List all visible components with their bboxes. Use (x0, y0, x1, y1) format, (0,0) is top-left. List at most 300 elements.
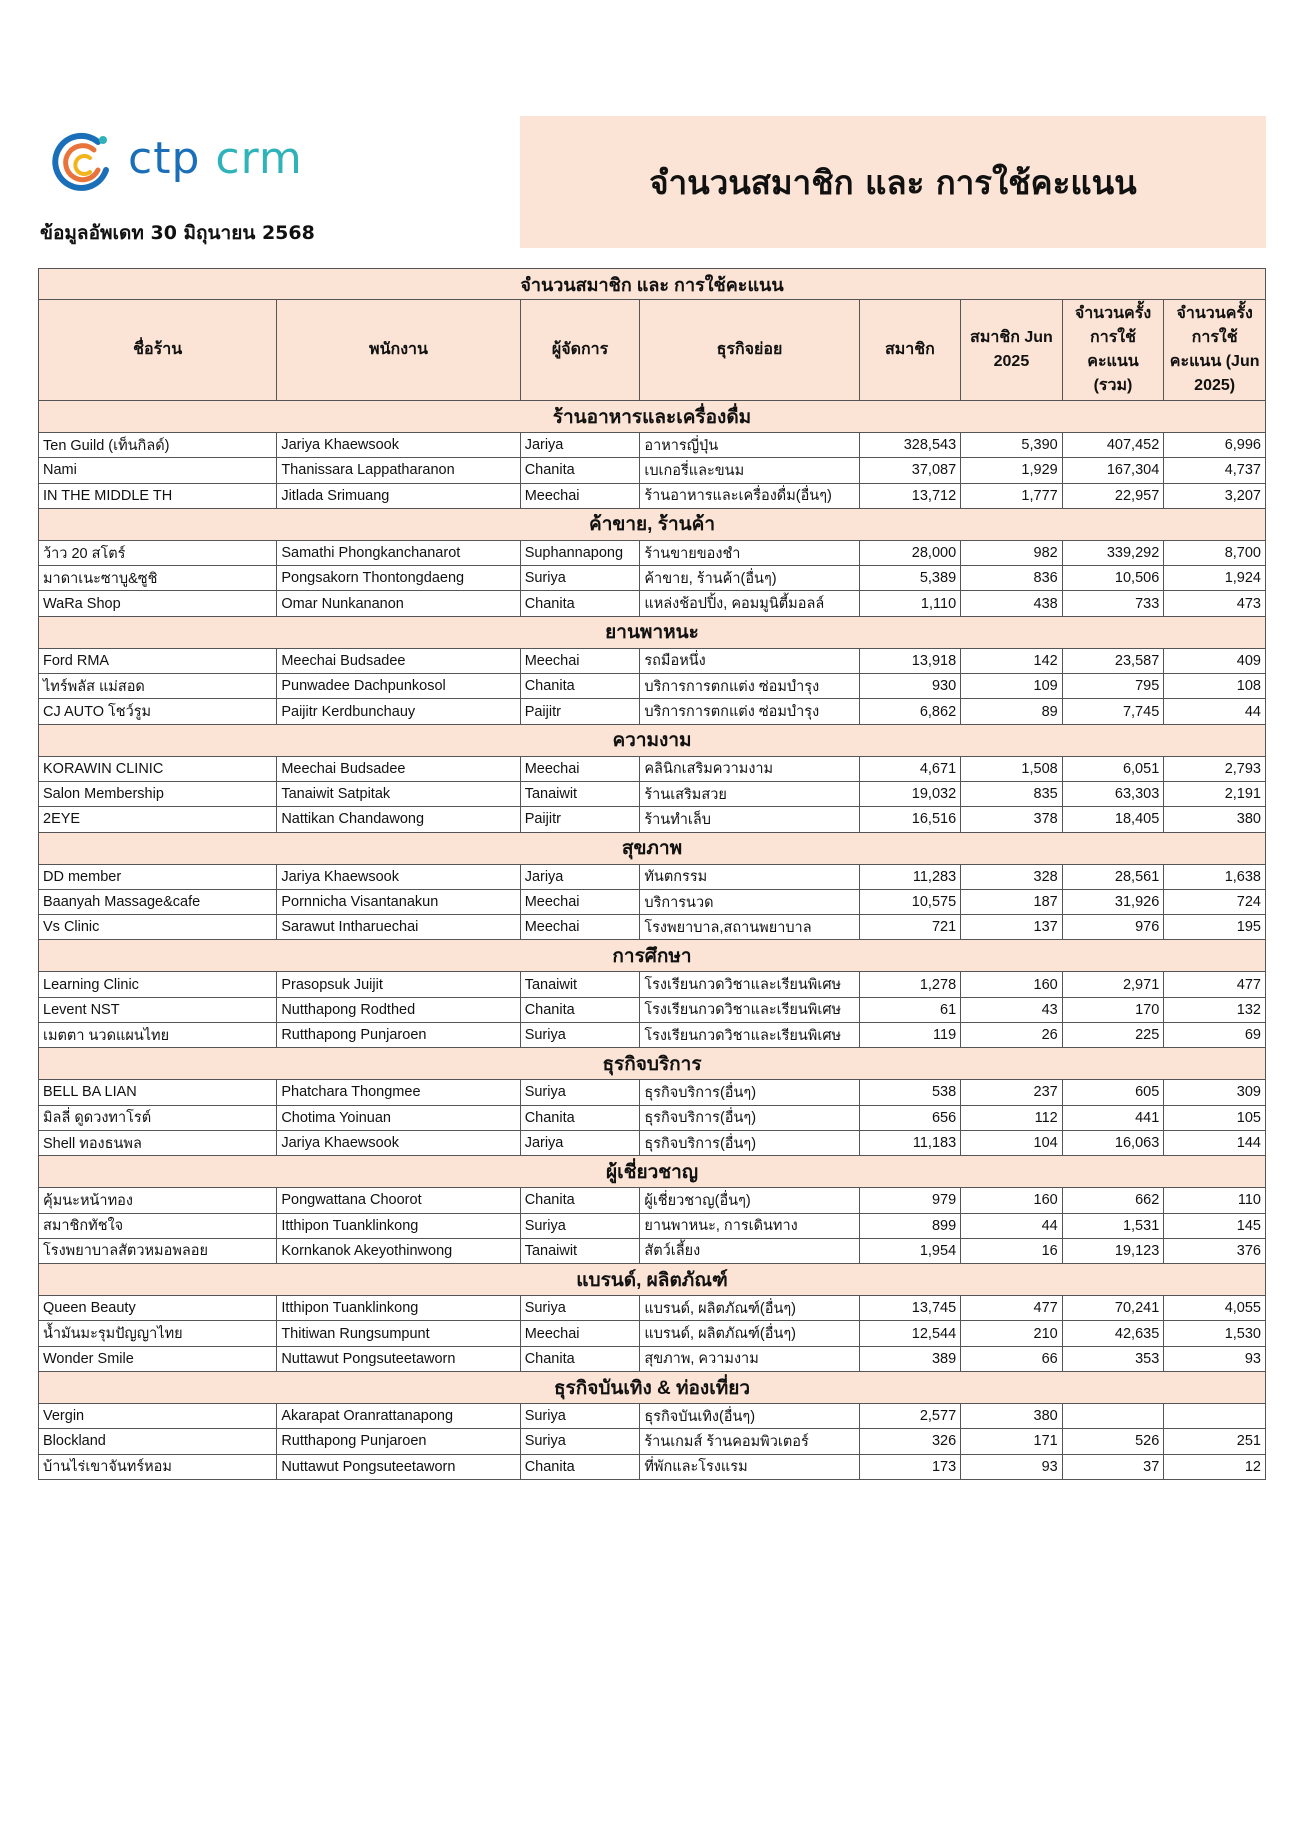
table-row (39, 699, 1266, 724)
cell-redemptions-jun: 145 (1164, 1213, 1266, 1238)
cell-redemptions-total: 7,745 (1062, 699, 1164, 724)
table-row (39, 1429, 1266, 1454)
cell-staff: Thitiwan Rungsumpunt (277, 1321, 520, 1346)
cell-manager: Chanita (520, 1454, 640, 1479)
ctp-logo-icon (50, 128, 120, 198)
cell-redemptions-jun: 108 (1164, 674, 1266, 699)
table-row (39, 1023, 1266, 1048)
cell-members: 656 (859, 1105, 961, 1130)
category-row (39, 832, 1266, 864)
table-row (39, 915, 1266, 940)
cell-redemptions-jun: 12 (1164, 1454, 1266, 1479)
cell-members-jun: 160 (961, 972, 1063, 997)
cell-redemptions-jun: 380 (1164, 807, 1266, 832)
cell-manager: Chanita (520, 458, 640, 483)
cell-redemptions-jun: 1,924 (1164, 566, 1266, 591)
cell-redemptions-total: 441 (1062, 1105, 1164, 1130)
cell-staff: Rutthapong Punjaroen (277, 1429, 520, 1454)
cell-staff: Rutthapong Punjaroen (277, 1023, 520, 1048)
cell-redemptions-jun (1164, 1404, 1266, 1429)
cell-sub-business: ธุรกิจบริการ(อื่นๆ) (640, 1130, 859, 1155)
cell-members: 5,389 (859, 566, 961, 591)
cell-sub-business: ผู้เชี่ยวชาญ(อื่นๆ) (640, 1188, 859, 1213)
cell-sub-business: บริการนวด (640, 889, 859, 914)
cell-members-jun: 380 (961, 1404, 1063, 1429)
table-row (39, 1321, 1266, 1346)
cell-members-jun: 328 (961, 864, 1063, 889)
table-header-row (39, 300, 1266, 401)
cell-manager: Jariya (520, 1130, 640, 1155)
cell-manager: Meechai (520, 915, 640, 940)
category-name: ยานพาหนะ (39, 616, 1266, 648)
cell-sub-business: ค้าขาย, ร้านค้า(อื่นๆ) (640, 566, 859, 591)
cell-manager: Meechai (520, 1321, 640, 1346)
table-row (39, 1454, 1266, 1479)
category-name: ความงาม (39, 724, 1266, 756)
cell-redemptions-jun: 376 (1164, 1238, 1266, 1263)
members-table (38, 268, 1266, 1480)
cell-redemptions-jun: 1,638 (1164, 864, 1266, 889)
cell-redemptions-jun: 473 (1164, 591, 1266, 616)
cell-members: 13,712 (859, 483, 961, 508)
cell-manager: Meechai (520, 889, 640, 914)
cell-staff: Nuttawut Pongsuteetaworn (277, 1346, 520, 1371)
cell-members-jun: 171 (961, 1429, 1063, 1454)
cell-members-jun: 187 (961, 889, 1063, 914)
category-name: ร้านอาหารและเครื่องดื่ม (39, 401, 1266, 433)
cell-redemptions-total: 63,303 (1062, 781, 1164, 806)
cell-staff: Meechai Budsadee (277, 756, 520, 781)
cell-members-jun: 43 (961, 997, 1063, 1022)
cell-sub-business: แหล่งช้อปปิ้ง, คอมมูนิตี้มอลล์ (640, 591, 859, 616)
cell-manager: Tanaiwit (520, 781, 640, 806)
cell-members: 173 (859, 1454, 961, 1479)
table-row (39, 591, 1266, 616)
cell-redemptions-total: 22,957 (1062, 483, 1164, 508)
cell-members: 11,283 (859, 864, 961, 889)
table-row (39, 1105, 1266, 1130)
cell-members: 326 (859, 1429, 961, 1454)
table-caption: จำนวนสมาชิก และ การใช้คะแนน (39, 269, 1266, 300)
cell-sub-business: ธุรกิจบันเทิง(อื่นๆ) (640, 1404, 859, 1429)
category-name: แบรนด์, ผลิตภัณฑ์ (39, 1264, 1266, 1296)
cell-members: 6,862 (859, 699, 961, 724)
cell-manager: Suriya (520, 1213, 640, 1238)
category-name: สุขภาพ (39, 832, 1266, 864)
cell-redemptions-jun: 4,055 (1164, 1296, 1266, 1321)
cell-redemptions-total: 407,452 (1062, 433, 1164, 458)
cell-sub-business: โรงพยาบาล,สถานพยาบาล (640, 915, 859, 940)
cell-sub-business: แบรนด์, ผลิตภัณฑ์(อื่นๆ) (640, 1321, 859, 1346)
cell-members-jun: 477 (961, 1296, 1063, 1321)
cell-members-jun: 5,390 (961, 433, 1063, 458)
header-store-name: ชื่อร้าน (39, 300, 277, 401)
category-name: ธุรกิจบริการ (39, 1048, 1266, 1080)
cell-store-name: KORAWIN CLINIC (39, 756, 277, 781)
cell-members: 328,543 (859, 433, 961, 458)
table-row (39, 997, 1266, 1022)
cell-sub-business: ธุรกิจบริการ(อื่นๆ) (640, 1080, 859, 1105)
cell-redemptions-jun: 132 (1164, 997, 1266, 1022)
category-name: ค้าขาย, ร้านค้า (39, 508, 1266, 540)
table-row (39, 1130, 1266, 1155)
cell-store-name: Salon Membership (39, 781, 277, 806)
cell-store-name: IN THE MIDDLE TH (39, 483, 277, 508)
cell-redemptions-total: 28,561 (1062, 864, 1164, 889)
cell-redemptions-total: 795 (1062, 674, 1164, 699)
table-row (39, 1080, 1266, 1105)
cell-store-name: มิลลี่ ดูดวงทาโรต์ (39, 1105, 277, 1130)
cell-members: 4,671 (859, 756, 961, 781)
cell-members: 721 (859, 915, 961, 940)
cell-staff: Omar Nunkananon (277, 591, 520, 616)
cell-members-jun: 66 (961, 1346, 1063, 1371)
cell-sub-business: ที่พักและโรงแรม (640, 1454, 859, 1479)
cell-store-name: BELL BA LIAN (39, 1080, 277, 1105)
cell-redemptions-total: 16,063 (1062, 1130, 1164, 1155)
table-row (39, 1213, 1266, 1238)
cell-manager: Suriya (520, 1080, 640, 1105)
cell-redemptions-total: 10,506 (1062, 566, 1164, 591)
table-row (39, 864, 1266, 889)
cell-members-jun: 1,929 (961, 458, 1063, 483)
cell-staff: Nutthapong Rodthed (277, 997, 520, 1022)
category-name: การศึกษา (39, 940, 1266, 972)
cell-store-name: Nami (39, 458, 277, 483)
cell-redemptions-jun: 105 (1164, 1105, 1266, 1130)
cell-redemptions-jun: 2,793 (1164, 756, 1266, 781)
cell-staff: Jitlada Srimuang (277, 483, 520, 508)
cell-store-name: Ten Guild (เท็นกิลด์) (39, 433, 277, 458)
table-row (39, 458, 1266, 483)
cell-members-jun: 835 (961, 781, 1063, 806)
cell-redemptions-total: 170 (1062, 997, 1164, 1022)
table-row (39, 972, 1266, 997)
cell-store-name: น้ำมันมะรุมปัญญาไทย (39, 1321, 277, 1346)
cell-members: 899 (859, 1213, 961, 1238)
header-redemptions-jun: จำนวนครั้งการใช้คะแนน (Jun 2025) (1164, 300, 1266, 401)
table-row (39, 1238, 1266, 1263)
cell-members: 13,745 (859, 1296, 961, 1321)
cell-members: 12,544 (859, 1321, 961, 1346)
cell-members: 1,954 (859, 1238, 961, 1263)
cell-sub-business: ร้านเกมส์ ร้านคอมพิวเตอร์ (640, 1429, 859, 1454)
cell-store-name: Levent NST (39, 997, 277, 1022)
header-sub-business: ธุรกิจย่อย (640, 300, 859, 401)
cell-redemptions-total: 42,635 (1062, 1321, 1164, 1346)
logo-wordmark: ctp crm (128, 133, 303, 184)
cell-redemptions-total: 23,587 (1062, 648, 1164, 673)
category-row (39, 1372, 1266, 1404)
cell-redemptions-jun: 1,530 (1164, 1321, 1266, 1346)
cell-sub-business: ร้านทำเล็บ (640, 807, 859, 832)
cell-members-jun: 210 (961, 1321, 1063, 1346)
cell-staff: Paijitr Kerdbunchauy (277, 699, 520, 724)
cell-redemptions-total: 1,531 (1062, 1213, 1164, 1238)
category-row (39, 940, 1266, 972)
cell-manager: Suriya (520, 1296, 640, 1321)
cell-members: 1,278 (859, 972, 961, 997)
cell-store-name: DD member (39, 864, 277, 889)
cell-members-jun: 104 (961, 1130, 1063, 1155)
cell-manager: Meechai (520, 648, 640, 673)
table-row (39, 674, 1266, 699)
cell-redemptions-jun: 309 (1164, 1080, 1266, 1105)
table-body (39, 401, 1266, 1480)
cell-sub-business: คลินิกเสริมความงาม (640, 756, 859, 781)
cell-staff: Kornkanok Akeyothinwong (277, 1238, 520, 1263)
cell-manager: Meechai (520, 756, 640, 781)
cell-store-name: Vergin (39, 1404, 277, 1429)
cell-redemptions-jun: 93 (1164, 1346, 1266, 1371)
cell-redemptions-jun: 4,737 (1164, 458, 1266, 483)
cell-members-jun: 26 (961, 1023, 1063, 1048)
cell-manager: Jariya (520, 433, 640, 458)
cell-sub-business: ทันตกรรม (640, 864, 859, 889)
cell-store-name: คุ้มนะหน้าทอง (39, 1188, 277, 1213)
cell-members-jun: 378 (961, 807, 1063, 832)
cell-manager: Suriya (520, 566, 640, 591)
table-row (39, 648, 1266, 673)
cell-redemptions-total: 225 (1062, 1023, 1164, 1048)
cell-manager: Paijitr (520, 699, 640, 724)
cell-members: 119 (859, 1023, 961, 1048)
header-redemptions-total: จำนวนครั้งการใช้คะแนน (รวม) (1062, 300, 1164, 401)
cell-members-jun: 237 (961, 1080, 1063, 1105)
cell-sub-business: บริการการตกแต่ง ซ่อมบำรุง (640, 699, 859, 724)
cell-staff: Jariya Khaewsook (277, 433, 520, 458)
cell-manager: Suriya (520, 1023, 640, 1048)
cell-redemptions-jun: 8,700 (1164, 540, 1266, 565)
cell-redemptions-total (1062, 1404, 1164, 1429)
cell-store-name: ไทร์พลัส แม่สอด (39, 674, 277, 699)
cell-redemptions-jun: 144 (1164, 1130, 1266, 1155)
cell-members: 28,000 (859, 540, 961, 565)
cell-redemptions-jun: 44 (1164, 699, 1266, 724)
cell-redemptions-jun: 6,996 (1164, 433, 1266, 458)
table-row (39, 1188, 1266, 1213)
cell-redemptions-total: 526 (1062, 1429, 1164, 1454)
cell-staff: Pornnicha Visantanakun (277, 889, 520, 914)
cell-members: 61 (859, 997, 961, 1022)
cell-sub-business: โรงเรียนกวดวิชาและเรียนพิเศษ (640, 997, 859, 1022)
cell-sub-business: ร้านอาหารและเครื่องดื่ม(อื่นๆ) (640, 483, 859, 508)
cell-redemptions-total: 70,241 (1062, 1296, 1164, 1321)
cell-staff: Akarapat Oranrattanapong (277, 1404, 520, 1429)
table-row (39, 1296, 1266, 1321)
cell-redemptions-jun: 724 (1164, 889, 1266, 914)
cell-members-jun: 93 (961, 1454, 1063, 1479)
cell-redemptions-total: 339,292 (1062, 540, 1164, 565)
header-members: สมาชิก (859, 300, 961, 401)
cell-redemptions-total: 2,971 (1062, 972, 1164, 997)
cell-redemptions-total: 6,051 (1062, 756, 1164, 781)
cell-redemptions-jun: 409 (1164, 648, 1266, 673)
cell-redemptions-total: 31,926 (1062, 889, 1164, 914)
cell-manager: Chanita (520, 1346, 640, 1371)
cell-sub-business: ร้านขายของชำ (640, 540, 859, 565)
cell-members: 10,575 (859, 889, 961, 914)
cell-store-name: สมาชิกทัชใจ (39, 1213, 277, 1238)
cell-store-name: Shell ทองธนพล (39, 1130, 277, 1155)
cell-members: 19,032 (859, 781, 961, 806)
cell-staff: Pongwattana Choorot (277, 1188, 520, 1213)
table-caption-row (39, 269, 1266, 300)
cell-sub-business: แบรนด์, ผลิตภัณฑ์(อื่นๆ) (640, 1296, 859, 1321)
table-row (39, 483, 1266, 508)
cell-manager: Suriya (520, 1404, 640, 1429)
table-row (39, 540, 1266, 565)
cell-manager: Meechai (520, 483, 640, 508)
cell-manager: Chanita (520, 1105, 640, 1130)
cell-members: 37,087 (859, 458, 961, 483)
table-row (39, 433, 1266, 458)
header-members-jun: สมาชิก Jun 2025 (961, 300, 1063, 401)
category-row (39, 616, 1266, 648)
cell-staff: Pongsakorn Thontongdaeng (277, 566, 520, 591)
table-row (39, 1346, 1266, 1371)
cell-manager: Chanita (520, 997, 640, 1022)
cell-members: 13,918 (859, 648, 961, 673)
cell-staff: Meechai Budsadee (277, 648, 520, 673)
cell-store-name: Ford RMA (39, 648, 277, 673)
cell-manager: Paijitr (520, 807, 640, 832)
cell-members-jun: 16 (961, 1238, 1063, 1263)
cell-redemptions-total: 18,405 (1062, 807, 1164, 832)
cell-sub-business: ร้านเสริมสวย (640, 781, 859, 806)
cell-redemptions-jun: 195 (1164, 915, 1266, 940)
cell-redemptions-total: 733 (1062, 591, 1164, 616)
cell-redemptions-jun: 2,191 (1164, 781, 1266, 806)
cell-members-jun: 438 (961, 591, 1063, 616)
category-row (39, 508, 1266, 540)
cell-store-name: Queen Beauty (39, 1296, 277, 1321)
cell-sub-business: โรงเรียนกวดวิชาและเรียนพิเศษ (640, 972, 859, 997)
cell-staff: Itthipon Tuanklinkong (277, 1213, 520, 1238)
cell-sub-business: เบเกอรี่และขนม (640, 458, 859, 483)
cell-staff: Chotima Yoinuan (277, 1105, 520, 1130)
cell-members: 538 (859, 1080, 961, 1105)
cell-members-jun: 142 (961, 648, 1063, 673)
cell-sub-business: โรงเรียนกวดวิชาและเรียนพิเศษ (640, 1023, 859, 1048)
table-row (39, 781, 1266, 806)
cell-members-jun: 112 (961, 1105, 1063, 1130)
cell-sub-business: บริการการตกแต่ง ซ่อมบำรุง (640, 674, 859, 699)
cell-members: 1,110 (859, 591, 961, 616)
page-title-box (520, 116, 1266, 248)
cell-sub-business: สุขภาพ, ความงาม (640, 1346, 859, 1371)
cell-redemptions-jun: 251 (1164, 1429, 1266, 1454)
cell-redemptions-total: 167,304 (1062, 458, 1164, 483)
cell-manager: Suriya (520, 1429, 640, 1454)
cell-staff: Punwadee Dachpunkosol (277, 674, 520, 699)
cell-staff: Prasopsuk Juijit (277, 972, 520, 997)
cell-members-jun: 1,777 (961, 483, 1063, 508)
cell-sub-business: ธุรกิจบริการ(อื่นๆ) (640, 1105, 859, 1130)
cell-store-name: Learning Clinic (39, 972, 277, 997)
cell-redemptions-total: 605 (1062, 1080, 1164, 1105)
cell-manager: Jariya (520, 864, 640, 889)
cell-members-jun: 44 (961, 1213, 1063, 1238)
cell-members-jun: 1,508 (961, 756, 1063, 781)
cell-sub-business: อาหารญี่ปุ่น (640, 433, 859, 458)
cell-store-name: Baanyah Massage&cafe (39, 889, 277, 914)
table-row (39, 1404, 1266, 1429)
category-row (39, 1264, 1266, 1296)
table-row (39, 807, 1266, 832)
cell-redemptions-jun: 3,207 (1164, 483, 1266, 508)
cell-members-jun: 137 (961, 915, 1063, 940)
cell-sub-business: ยานพาหนะ, การเดินทาง (640, 1213, 859, 1238)
cell-store-name: บ้านไร่เขาจันทร์หอม (39, 1454, 277, 1479)
cell-redemptions-jun: 110 (1164, 1188, 1266, 1213)
cell-manager: Chanita (520, 674, 640, 699)
cell-staff: Nuttawut Pongsuteetaworn (277, 1454, 520, 1479)
cell-redemptions-jun: 477 (1164, 972, 1266, 997)
cell-staff: Sarawut Intharuechai (277, 915, 520, 940)
category-name: ธุรกิจบันเทิง & ท่องเที่ยว (39, 1372, 1266, 1404)
cell-sub-business: รถมือหนึ่ง (640, 648, 859, 673)
cell-store-name: 2EYE (39, 807, 277, 832)
cell-manager: Tanaiwit (520, 972, 640, 997)
cell-members-jun: 109 (961, 674, 1063, 699)
cell-members: 979 (859, 1188, 961, 1213)
cell-members-jun: 982 (961, 540, 1063, 565)
table-row (39, 756, 1266, 781)
category-name: ผู้เชี่ยวชาญ (39, 1156, 1266, 1188)
cell-staff: Nattikan Chandawong (277, 807, 520, 832)
category-row (39, 1048, 1266, 1080)
cell-redemptions-total: 19,123 (1062, 1238, 1164, 1263)
cell-staff: Jariya Khaewsook (277, 864, 520, 889)
cell-store-name: Vs Clinic (39, 915, 277, 940)
cell-staff: Thanissara Lappatharanon (277, 458, 520, 483)
page-title: จำนวนสมาชิก และ การใช้คะแนน (649, 162, 1137, 202)
cell-store-name: ว้าว 20 สโตร์ (39, 540, 277, 565)
cell-staff: Jariya Khaewsook (277, 1130, 520, 1155)
cell-manager: Chanita (520, 591, 640, 616)
cell-store-name: WaRa Shop (39, 591, 277, 616)
category-row (39, 401, 1266, 433)
cell-store-name: CJ AUTO โชว์รูม (39, 699, 277, 724)
table-row (39, 566, 1266, 591)
cell-members: 2,577 (859, 1404, 961, 1429)
cell-manager: Tanaiwit (520, 1238, 640, 1263)
cell-members-jun: 836 (961, 566, 1063, 591)
cell-redemptions-total: 353 (1062, 1346, 1164, 1371)
cell-redemptions-total: 976 (1062, 915, 1164, 940)
update-date-text: ข้อมูลอัพเดท 30 มิถุนายน 2568 (40, 222, 315, 244)
cell-store-name: เมตตา นวดแผนไทย (39, 1023, 277, 1048)
cell-members: 389 (859, 1346, 961, 1371)
cell-members: 930 (859, 674, 961, 699)
cell-redemptions-total: 662 (1062, 1188, 1164, 1213)
cell-members-jun: 89 (961, 699, 1063, 724)
cell-staff: Samathi Phongkanchanarot (277, 540, 520, 565)
cell-staff: Itthipon Tuanklinkong (277, 1296, 520, 1321)
cell-members-jun: 160 (961, 1188, 1063, 1213)
cell-members: 16,516 (859, 807, 961, 832)
cell-staff: Phatchara Thongmee (277, 1080, 520, 1105)
header-staff: พนักงาน (277, 300, 520, 401)
cell-redemptions-total: 37 (1062, 1454, 1164, 1479)
cell-store-name: มาดาเนะซาบู&ซูชิ (39, 566, 277, 591)
cell-manager: Suphannapong (520, 540, 640, 565)
cell-staff: Tanaiwit Satpitak (277, 781, 520, 806)
cell-sub-business: สัตว์เลี้ยง (640, 1238, 859, 1263)
cell-store-name: Wonder Smile (39, 1346, 277, 1371)
category-row (39, 724, 1266, 756)
